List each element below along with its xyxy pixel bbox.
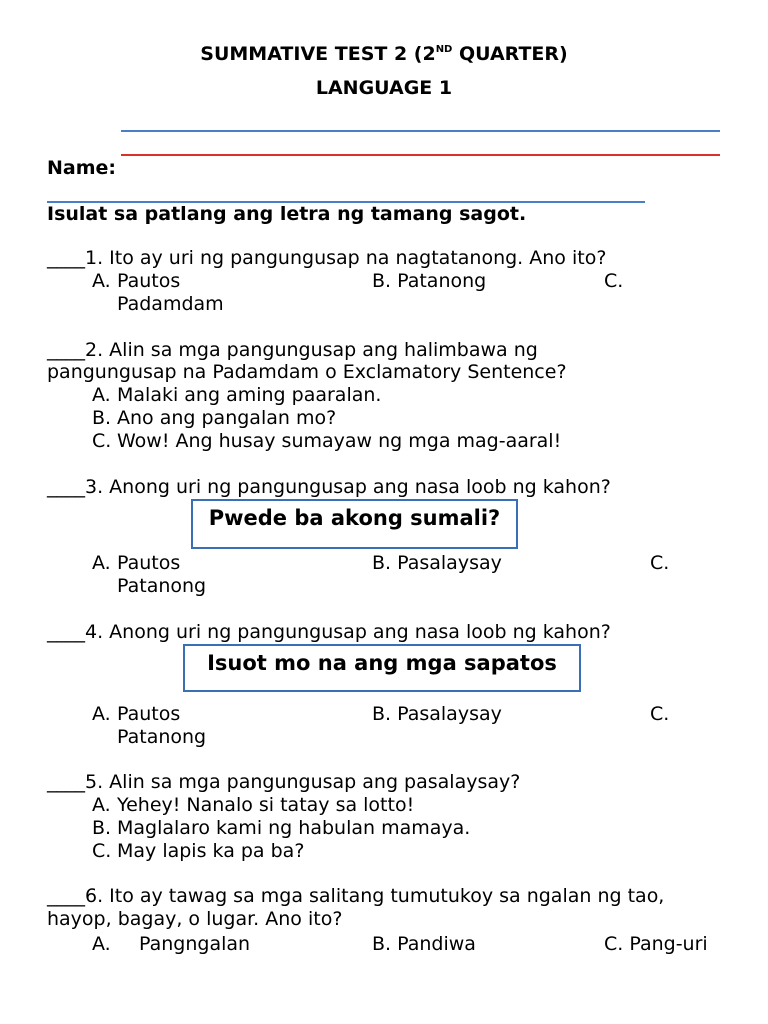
q1-option-a-label: A. (92, 270, 111, 292)
question-4-stem: ____4. Anong uri ng pangungusap ang nasa loob ng kahon? (47, 621, 611, 643)
q5-option-a-label: A. (92, 794, 111, 816)
page-subtitle: LANGUAGE 1 (315, 77, 453, 99)
q1-option-c: Padamdam (117, 293, 224, 315)
header-red-line (121, 154, 720, 156)
q3-sentence-box (191, 499, 518, 549)
q5-option-b-label: B. (92, 817, 112, 839)
question-6-stem-line2: hayop, bagay, o lugar. Ano ito? (47, 908, 343, 930)
title-main: SUMMATIVE TEST 2 (2 (200, 43, 436, 65)
q4-option-b: B. Pasalaysay (372, 703, 502, 725)
q4-option-a-label: A. (92, 703, 111, 725)
name-label: Name: (47, 157, 117, 179)
q3-box-text: Pwede ba akong sumali? (208, 506, 501, 530)
q4-option-a: Pautos (117, 703, 181, 725)
q3-option-c-label: C. (650, 552, 670, 574)
q2-option-b-label: B. (92, 407, 112, 429)
q6-option-b: B. Pandiwa (372, 933, 476, 955)
question-5-stem: ____5. Alin sa mga pangungusap ang pasalaysay? (47, 771, 521, 793)
page-title (0, 43, 768, 65)
q2-option-b: Ano ang pangalan mo? (117, 407, 337, 429)
q3-option-a: Pautos (117, 552, 181, 574)
question-1-stem: ____1. Ito ay uri ng pangungusap na nagtatanong. Ano ito? (47, 247, 607, 269)
q6-option-a-label: A. (92, 933, 111, 955)
q5-option-c: May lapis ka pa ba? (117, 840, 305, 862)
question-2-stem-line2: pangungusap na Padamdam o Exclamatory Sentence? (47, 361, 567, 383)
q2-option-a-label: A. (92, 384, 111, 406)
q6-option-a: Pangngalan (139, 933, 251, 955)
q5-option-a: Yehey! Nanalo si tatay sa lotto! (117, 794, 415, 816)
question-6-stem-line1: ____6. Ito ay tawag sa mga salitang tumutukoy sa ngalan ng tao, (47, 885, 665, 907)
question-3-stem: ____3. Anong uri ng pangungusap ang nasa loob ng kahon? (47, 476, 611, 498)
q3-option-c: Patanong (117, 575, 207, 597)
q4-box-text: Isuot mo na ang mga sapatos (207, 651, 557, 675)
q5-option-b: Maglalaro kami ng habulan mamaya. (117, 817, 471, 839)
header-blue-line (121, 130, 720, 132)
q4-option-c: Patanong (117, 726, 207, 748)
title-superscript: ND (435, 44, 453, 55)
q3-option-b: B. Pasalaysay (372, 552, 502, 574)
question-2-stem-line1: ____2. Alin sa mga pangungusap ang halimbawa ng (47, 339, 538, 361)
q2-option-c-label: C. (92, 430, 112, 452)
instruction: Isulat sa patlang ang letra ng tamang sagot. (47, 203, 527, 225)
q1-option-a: Pautos (117, 270, 181, 292)
q1-option-b: B. Patanong (372, 270, 487, 292)
q4-option-c-label: C. (650, 703, 670, 725)
q2-option-a: Malaki ang aming paaralan. (117, 384, 382, 406)
q1-option-c-label: C. (604, 270, 624, 292)
q2-option-c: Wow! Ang husay sumayaw ng mga mag-aaral! (117, 430, 562, 452)
q5-option-c-label: C. (92, 840, 112, 862)
title-end: QUARTER) (452, 43, 568, 65)
q4-sentence-box (183, 644, 581, 692)
q3-option-a-label: A. (92, 552, 111, 574)
q6-option-c: C. Pang-uri (604, 933, 708, 955)
